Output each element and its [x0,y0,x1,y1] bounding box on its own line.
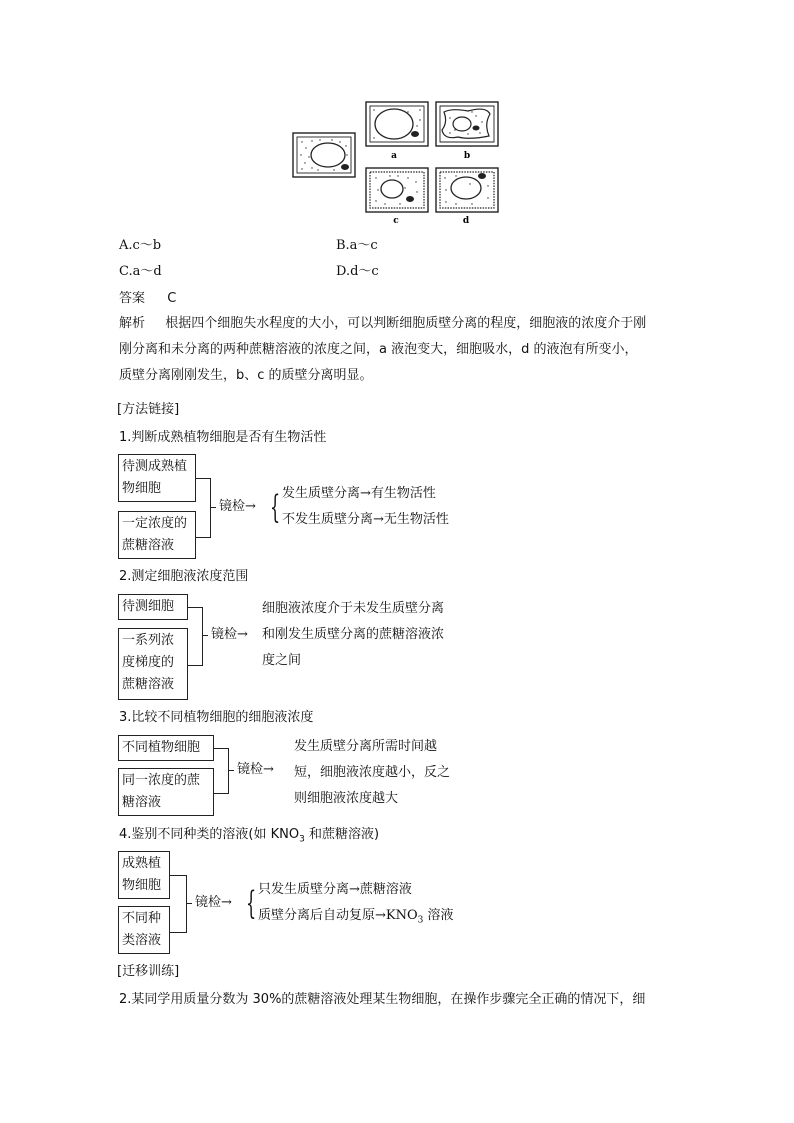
analysis-label: 解析 [119,316,146,331]
method-4-title-post: 和蔗糖溶液) [304,827,380,842]
transfer-header: [迁移训练] [117,964,180,979]
method-1-box-cell [118,454,196,502]
cell-a [366,102,428,146]
method-1-box-cell-line-2: 物细胞 [122,481,162,496]
method-4-outcome-2-pre: 质壁分离后自动复原→KNO [258,908,418,923]
method-2-box-solution-line-2: 度梯度的 [122,655,175,670]
analysis [119,311,679,389]
method-2-title: 2.测定细胞液浓度范围 [119,569,249,584]
option-c: C.a～d [119,264,162,279]
cell-b [436,102,498,146]
analysis-line-1: 根据四个细胞失水程度的大小，可以判断细胞质壁分离的程度，细胞液的浓度介于刚 [165,316,647,331]
method-1-box-solution [118,511,196,559]
method-3-connector [228,770,234,771]
method-4-box-cell-line-2: 物细胞 [122,878,162,893]
cell-label-a: a [391,151,397,161]
method-3-box-cell [118,735,214,761]
method-1-box-solution-line-1: 一定浓度的 [122,516,188,531]
analysis-line-2: 刚分离和未分离的两种蔗糖溶液的浓度之间，a 液泡变大，细胞吸水，d 的液泡有所变小， [119,342,638,357]
method-4-box-solution [118,906,170,954]
method-1-curly-brace: { [270,488,281,526]
method-2-box-solution [118,628,188,700]
method-4-arrow-label: 镜检→ [195,895,232,910]
method-3-outcome-line-3: 则细胞液浓度越大 [294,791,399,806]
method-2-box-cell [118,594,188,620]
method-3-outcome-line-1: 发生质壁分离所需时间越 [294,739,438,754]
method-4-curly-brace: { [246,884,257,922]
cell-d [436,168,498,212]
method-2-connector [202,635,208,636]
cell-figure [290,100,505,228]
method-4-title-pre: 4.鉴别不同种类的溶液(如 KNO [119,827,300,842]
method-1-connector [210,507,216,508]
method-1-arrow-label: 镜检→ [219,499,256,514]
method-1-outcome-2: 不发生质壁分离→无生物活性 [282,512,449,527]
answer-label: 答案 [119,291,146,306]
method-3-outcome-line-2: 短，细胞液浓度越小，反之 [294,765,451,780]
method-3-title: 3.比较不同植物细胞的细胞液浓度 [119,710,314,725]
method-4-title-sub: 3 [299,834,305,845]
method-2-outcome-line-3: 度之间 [262,653,302,668]
method-4-connector [186,903,192,904]
cell-reference [293,133,355,177]
cell-c [366,168,428,212]
method-4-title [119,826,379,849]
method-4-bracket [170,875,187,933]
method-1-title: 1.判断成熟植物细胞是否有生物活性 [119,430,327,445]
method-2-outcome-line-2: 和刚发生质壁分离的蔗糖溶液浓 [262,627,445,642]
method-4-box-cell-line-1: 成熟植 [122,856,162,871]
method-4-box-solution-line-2: 类溶液 [122,933,162,948]
option-b: B.a～c [336,238,378,253]
method-3-box-solution [118,768,214,816]
method-4-outcome-2 [258,903,454,934]
method-2-outcome-line-1: 细胞液浓度介于未发生质壁分离 [262,601,445,616]
method-3-box-solution-line-2: 糖溶液 [122,795,162,810]
method-1-outcome-1: 发生质壁分离→有生物活性 [282,486,436,501]
method-4-outcome-1: 只发生质壁分离→蔗糖溶液 [258,882,412,897]
method-4-outcome-2-sub: 3 [417,915,424,926]
method-3-bracket [214,748,229,794]
cell-label-c: c [393,216,399,226]
method-1-box-cell-line-1: 待测成熟植 [122,459,188,474]
method-3-box-solution-line-1: 同一浓度的蔗 [122,773,201,788]
method-2-arrow-label: 镜检→ [211,627,248,642]
analysis-line-3: 质壁分离刚刚发生，b、c 的质壁分离明显。 [119,368,373,383]
method-2-box-solution-line-3: 蔗糖溶液 [122,677,175,692]
option-d: D.d～c [336,264,379,279]
cell-label-b: b [463,151,471,161]
question-2: 2.某同学用质量分数为 30%的蔗糖溶液处理某生物细胞，在操作步骤完全正确的情况下，细 [119,992,646,1007]
method-3-box-cell-line-1: 不同植物细胞 [122,740,201,755]
option-a: A.c～b [119,238,162,253]
method-1-bracket [196,478,211,538]
method-link-header: [方法链接] [117,402,180,417]
method-2-bracket [188,607,203,666]
method-2-box-solution-line-1: 一系列浓 [122,633,175,648]
answer-value: C [167,291,177,306]
method-3-arrow-label: 镜检→ [237,762,274,777]
method-4-box-solution-line-1: 不同种 [122,911,162,926]
method-4-box-cell [118,851,170,899]
cell-label-d: d [462,216,470,226]
answer-row [119,290,176,308]
method-4-outcome-2-post: 溶液 [423,908,454,923]
method-1-box-solution-line-2: 蔗糖溶液 [122,538,175,553]
method-2-box-cell-line-1: 待测细胞 [122,599,175,614]
